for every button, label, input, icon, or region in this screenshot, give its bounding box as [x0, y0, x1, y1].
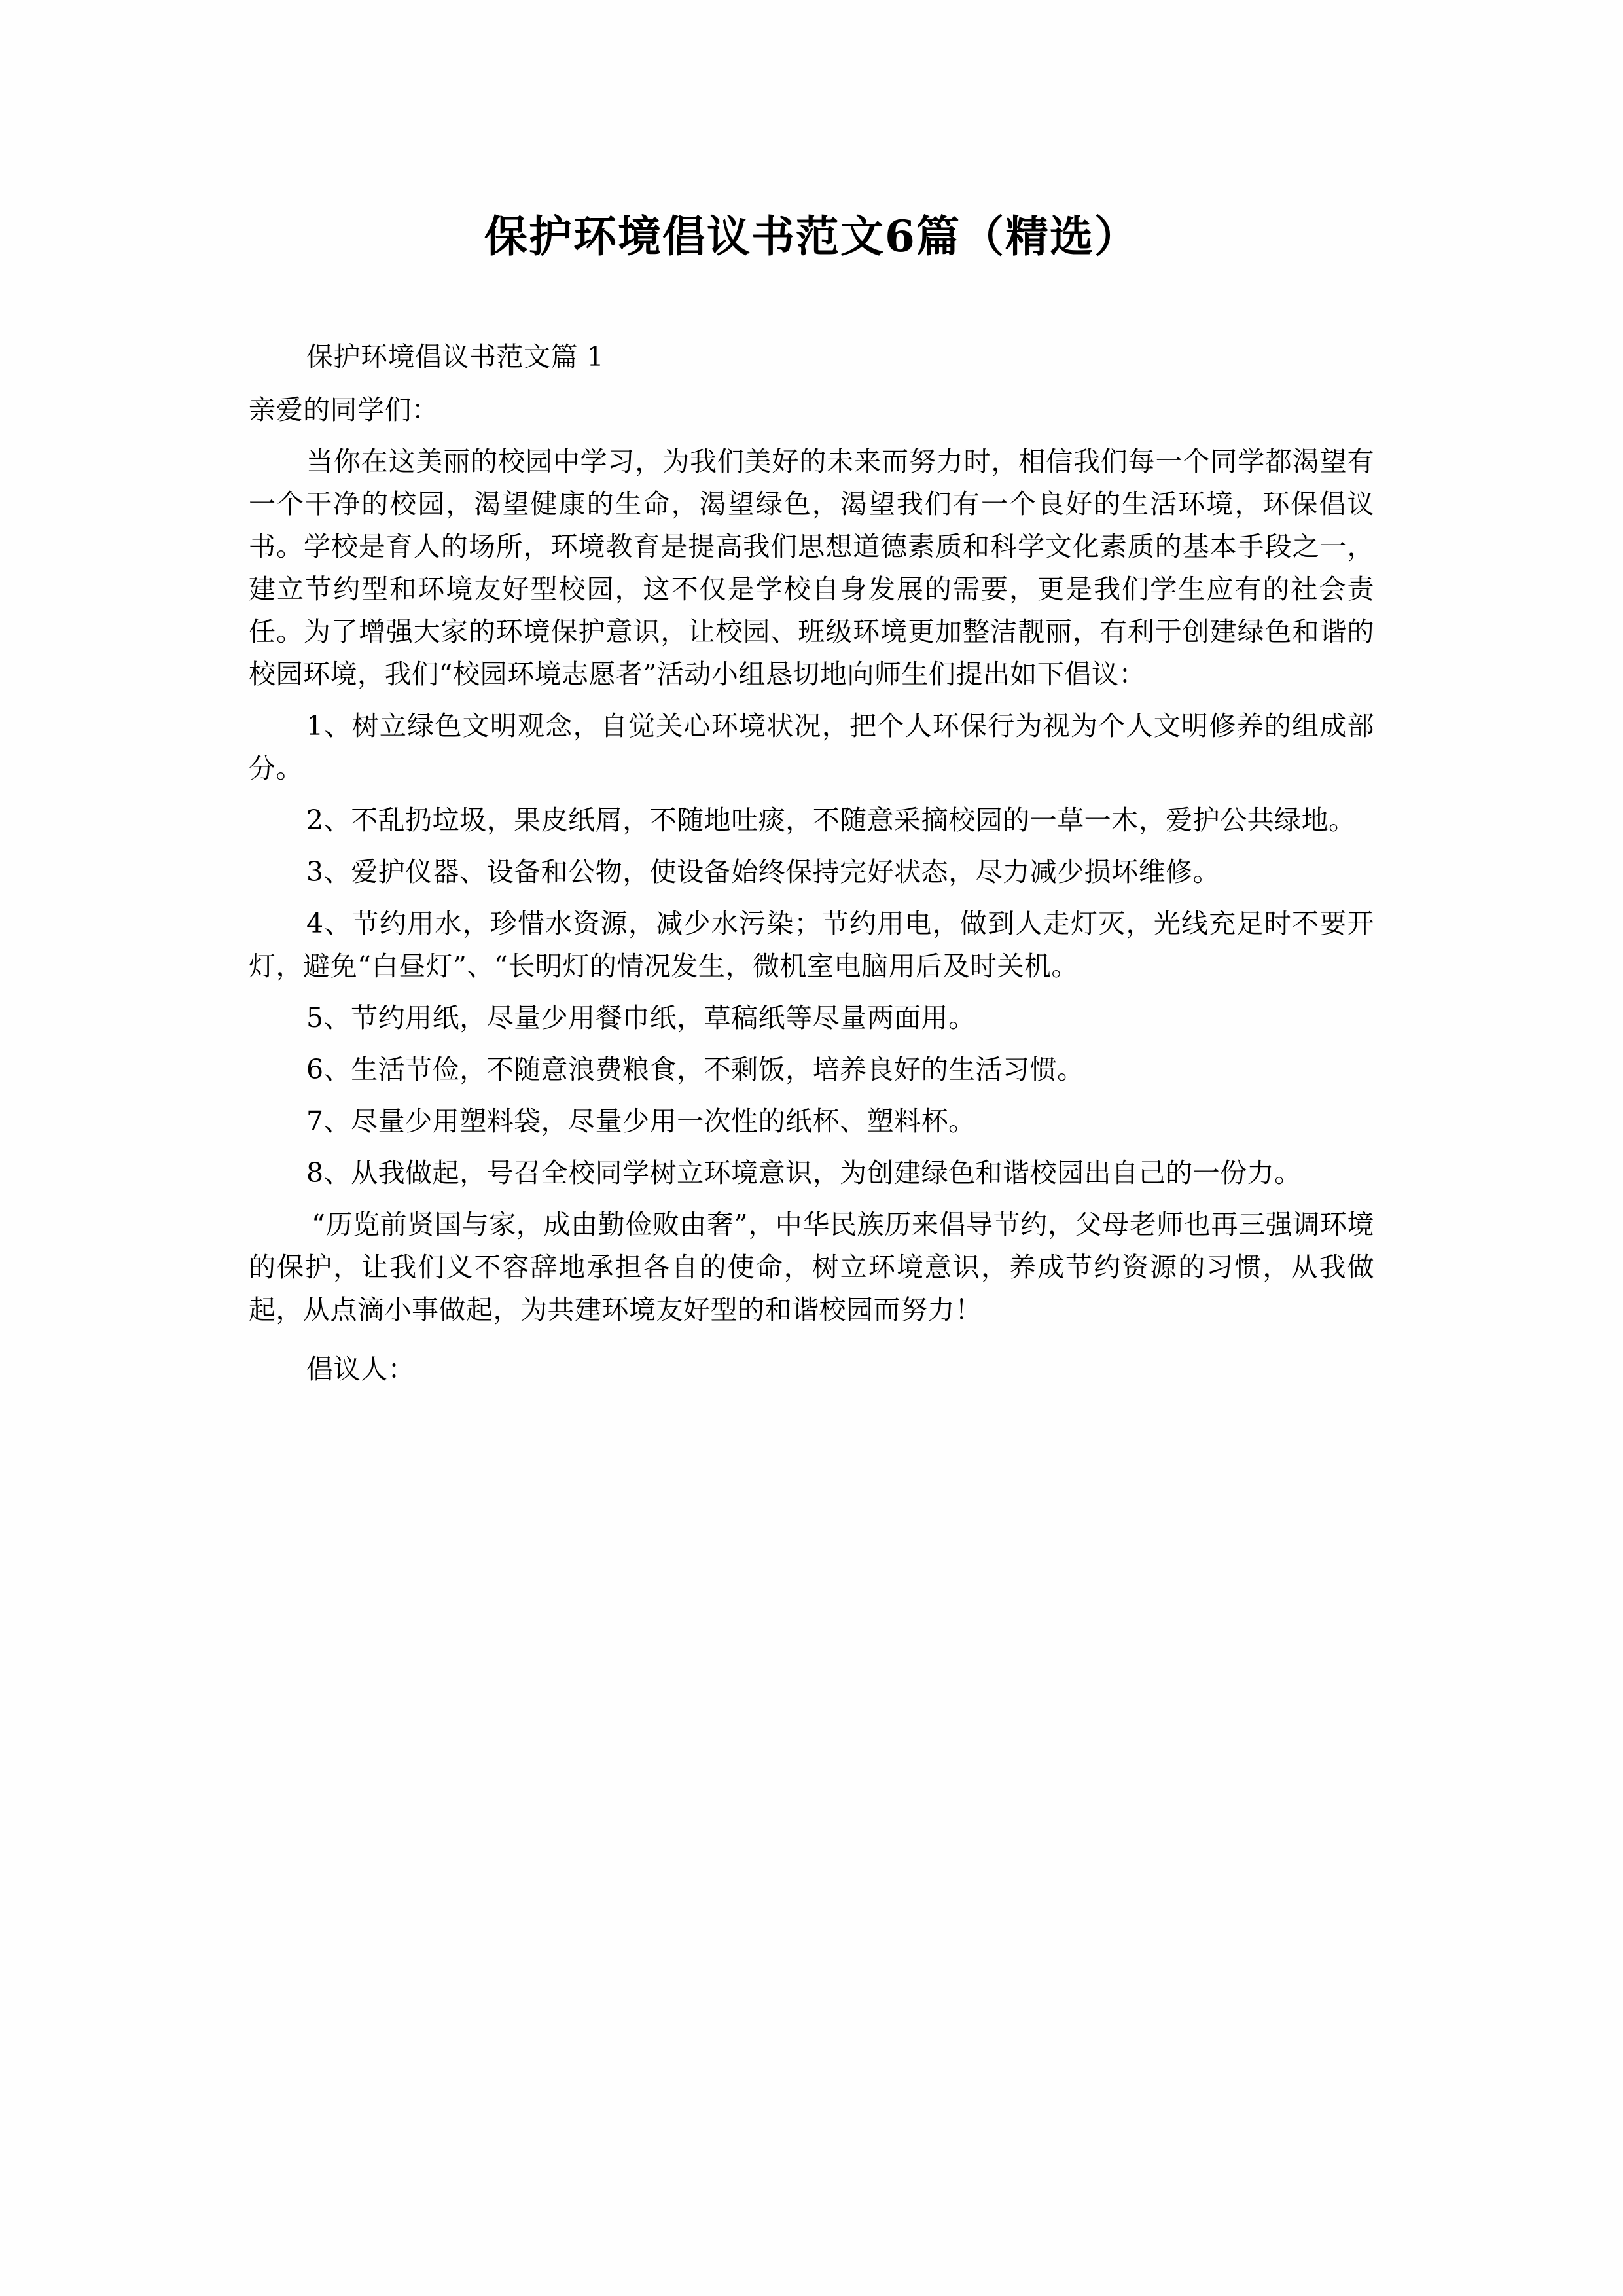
salutation: 亲爱的同学们： — [249, 394, 439, 425]
signature-label: 倡议人： — [306, 1354, 415, 1385]
list-item: 8、从我做起，号召全校同学树立环境意识，为创建绿色和谐校园出自己的一份力。 — [306, 1157, 1302, 1189]
intro-paragraph: 当你在这美丽的校园中学习，为我们美好的未来而努力时，相信我们每一个同学都渴望有一个干净的校园，渴望健康的生命，渴望绿色，渴望我们有一个良好的生活环境，环保倡议书。学校是育人的场所，环境教育是提高我们思想道德素质和科学文化素质的基本手段之一，建立节约型和环境友好型校园，这不仅是学校自身发展的需要，更是我们学生应有的社会责任。为了增强大家的环境保护意识，让校园、班级环境更加整洁靓丽，有利于创建绿色和谐的校园环境，我们“校园环境志愿者”活动小组恳切地向师生们提出如下倡议： — [249, 446, 1374, 690]
page-title: 保护环境倡议书范文6篇（精选） — [484, 211, 1139, 262]
document-body — [249, 336, 1374, 1391]
list-item: 5、节约用纸，尽量少用餐巾纸，草稿纸等尽量两面用。 — [306, 1002, 976, 1033]
closing-paragraph: “历览前贤国与家，成由勤俭败由奢”，中华民族历来倡导节约，父母老师也再三强调环境的保护，让我们义不容辞地承担各自的使命，树立环境意识，养成节约资源的习惯，从我做起，从点滴小事做起，为共建环境友好型的和谐校园而努力！ — [249, 1209, 1374, 1325]
section-subheading: 保护环境倡议书范文篇 1 — [306, 341, 605, 372]
list-item: 6、生活节俭，不随意浪费粮食，不剩饭，培养良好的生活习惯。 — [306, 1054, 1084, 1085]
list-item: 1、树立绿色文明观念，自觉关心环境状况，把个人环保行为视为个人文明修养的组成部分。 — [249, 710, 1374, 784]
list-item: 7、尽量少用塑料袋，尽量少用一次性的纸杯、塑料杯。 — [306, 1105, 976, 1137]
list-item: 3、爱护仪器、设备和公物，使设备始终保持完好状态，尽力减少损坏维修。 — [306, 856, 1221, 888]
list-item: 2、不乱扔垃圾，果皮纸屑，不随地吐痰，不随意采摘校园的一草一木，爱护公共绿地。 — [306, 804, 1356, 836]
list-item: 4、节约用水，珍惜水资源，减少水污染；节约用电，做到人走灯灭，光线充足时不要开灯，避免“白昼灯”、“长明灯的情况发生，微机室电脑用后及时关机。 — [249, 908, 1374, 982]
